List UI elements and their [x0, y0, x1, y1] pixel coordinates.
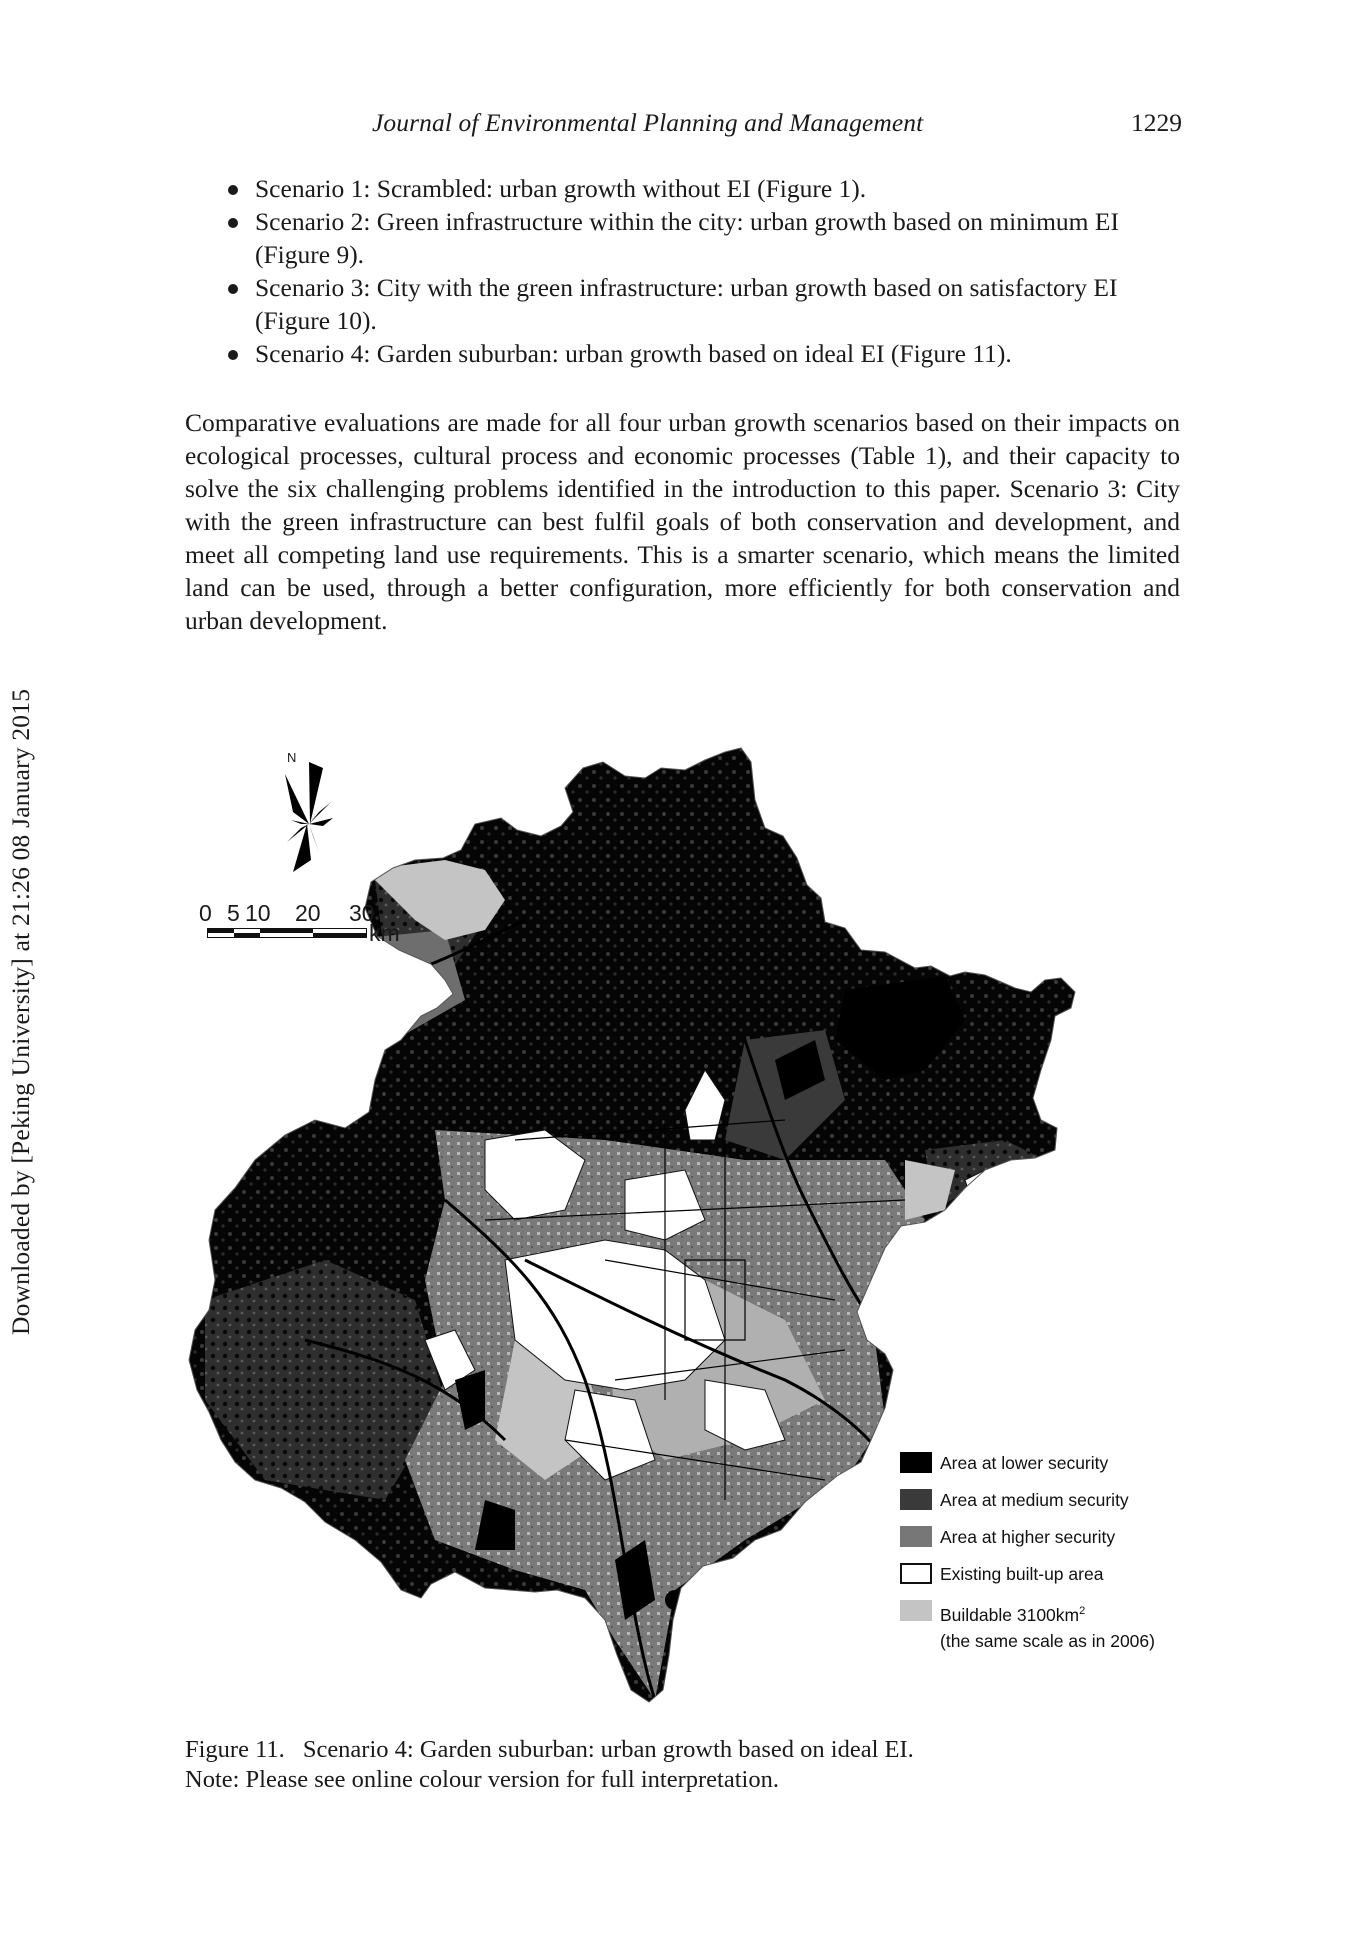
legend-item-built-up — [900, 1563, 1190, 1600]
figure-title: Scenario 4: Garden suburban: urban growth based on ideal EI. — [302, 1736, 914, 1763]
legend-label: Existing built-up area — [940, 1564, 1104, 1584]
scale-tick: 0 — [199, 900, 212, 926]
legend-label: Area at lower security — [940, 1453, 1109, 1473]
scale-tick: 10 — [245, 900, 271, 926]
figure-number: Figure 11. — [185, 1736, 285, 1763]
legend-label-buildable — [940, 1600, 1155, 1652]
legend-superscript: 2 — [1079, 1605, 1086, 1617]
journal-title: Journal of Environmental Planning and Management — [372, 108, 924, 137]
map-legend — [900, 1452, 1190, 1660]
figure-caption — [185, 1735, 1185, 1795]
legend-item-medium-security — [900, 1489, 1190, 1526]
scenario-item: Scenario 3: City with the green infrastructure: urban growth based on satisfactory EI (Figure 10). — [222, 271, 1182, 337]
scenario-item: Scenario 4: Garden suburban: urban growth based on ideal EI (Figure 11). — [222, 337, 1182, 370]
legend-swatch — [900, 1452, 932, 1473]
compass-rose-icon — [263, 754, 353, 884]
legend-item-buildable — [900, 1600, 1190, 1660]
figure-11 — [185, 740, 1185, 1720]
north-label: N — [287, 750, 297, 765]
figure-note: Note: Please see online colour version for full interpretation. — [185, 1766, 779, 1793]
scale-tick: 5 — [227, 900, 240, 926]
legend-swatch — [900, 1526, 932, 1547]
legend-swatch — [900, 1600, 932, 1621]
legend-label: Buildable 3100km — [940, 1604, 1080, 1625]
body-paragraph: Comparative evaluations are made for all four urban growth scenarios based on their impacts on ecological processes, cultural process and economic processes (Table 1), and their capacity to solve the six challenging problems identified in the introduction to this paper. Scenario 3: City with the green infrastructure can best fulfil goals of both conservation and development, and meet all competing land use requirements. This is a smarter scenario, which means the limited land can be used, through a better configuration, more efficiently for both conservation and urban development. — [185, 408, 1180, 635]
legend-swatch — [900, 1563, 932, 1584]
scenario-item: Scenario 2: Green infrastructure within the city: urban growth based on minimum EI (Figure 9). — [222, 205, 1182, 271]
scale-unit: km — [369, 920, 400, 946]
legend-label: Area at higher security — [940, 1527, 1116, 1547]
legend-item-lower-security — [900, 1452, 1190, 1489]
scenario-list — [222, 172, 1182, 370]
scale-tick: 30 — [349, 900, 375, 926]
scale-tick: 20 — [295, 900, 321, 926]
caption-line — [185, 1735, 1185, 1765]
legend-label: Area at medium security — [940, 1490, 1129, 1510]
legend-sublabel: (the same scale as in 2006) — [940, 1630, 1155, 1651]
scenario-item: Scenario 1: Scrambled: urban growth without EI (Figure 1). — [222, 172, 1182, 205]
download-stamp: Downloaded by [Peking University] at 21:26 08 January 2015 — [6, 688, 35, 1335]
running-head — [0, 108, 1370, 142]
legend-item-higher-security — [900, 1526, 1190, 1563]
scale-bar — [207, 928, 367, 938]
page-number: 1229 — [1131, 108, 1182, 137]
legend-swatch — [900, 1489, 932, 1510]
